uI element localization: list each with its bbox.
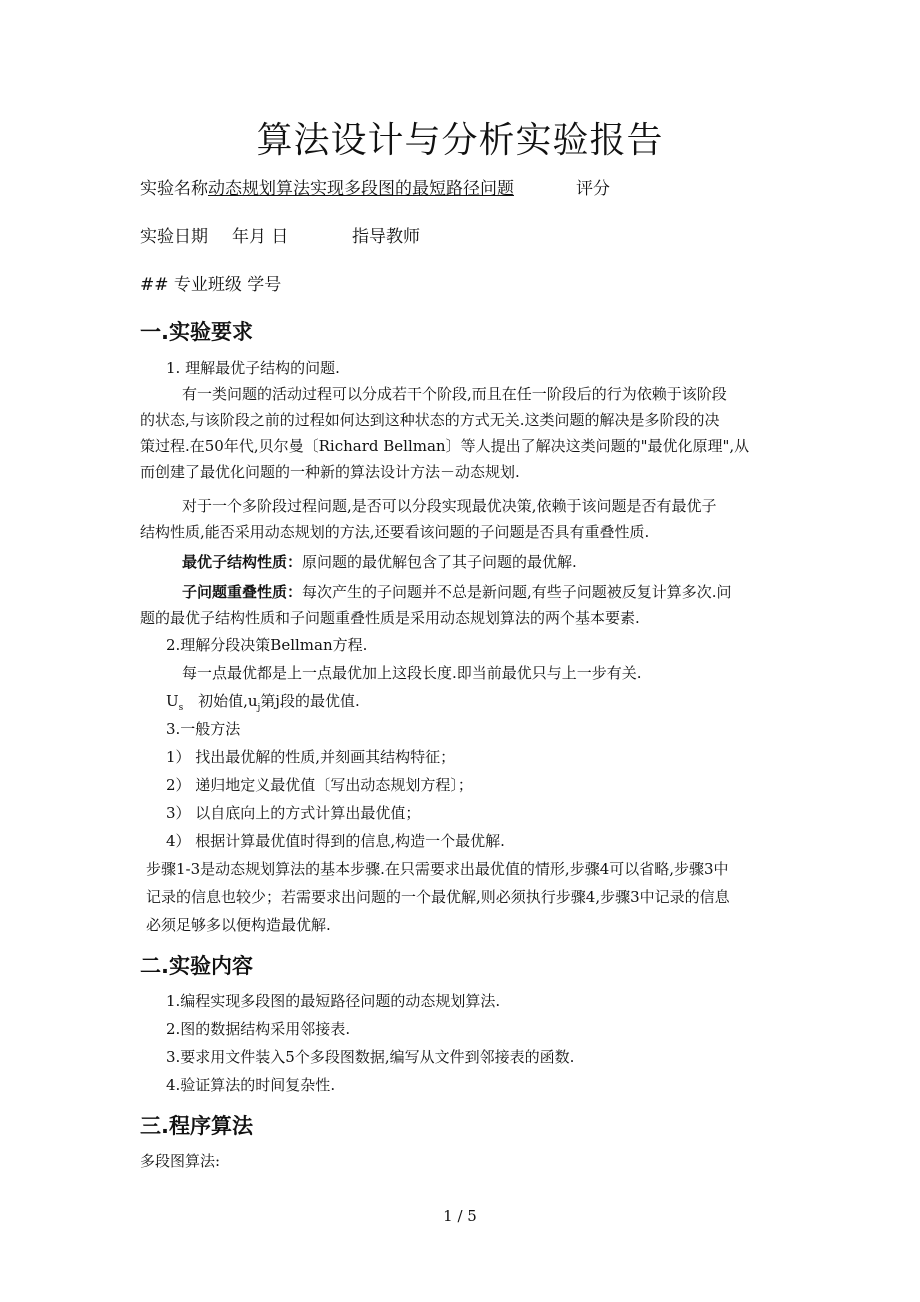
step-item: 3） 以自底向上的方式计算出最优值；: [166, 804, 421, 822]
document-title: 算法设计与分析实验报告: [256, 120, 664, 161]
date-label: 实验日期: [140, 227, 208, 247]
step-item: 1） 找出最优解的性质,并刻画其结构特征；: [166, 748, 456, 766]
steps-note-line-2: 记录的信息也较少；若需要求出问题的一个最优解,则必须执行步骤4,步骤3中记录的信息: [146, 888, 730, 906]
uj-text: 第j段的最优值.: [260, 692, 360, 710]
optimal-substructure-line: [182, 553, 577, 572]
experiment-name-label: 实验名称: [140, 179, 208, 199]
step-item: 4） 根据计算最优值时得到的信息,构造一个最优解.: [166, 832, 505, 850]
class-line: ## 专业班级 学号: [140, 275, 282, 295]
req-2-title: 2.理解分段决策Bellman方程.: [166, 636, 368, 654]
content-item: 3.要求用文件装入5个多段图数据,编写从文件到邻接表的函数.: [166, 1048, 575, 1066]
step-item: 2） 递归地定义最优值〔写出动态规划方程〕；: [166, 776, 473, 794]
req-1-line-3: 策过程.在50年代,贝尔曼〔Richard Bellman〕等人提出了解决这类问题的"最优化原理",从: [140, 437, 750, 455]
content-item: 2.图的数据结构采用邻接表.: [166, 1020, 351, 1038]
steps-note-line-1: 步骤1-3是动态规划算法的基本步骤.在只需要求出最优值的情形,步骤4可以省略,步骤3中: [146, 860, 729, 878]
content-item: 4.验证算法的时间复杂性.: [166, 1076, 336, 1094]
u-initial-text: 初始值,u: [198, 692, 258, 710]
score-label: 评分: [576, 179, 610, 199]
req-1-line-2: 的状态,与该阶段之前的过程如何达到这种状态的方式无关.这类问题的解决是多阶段的决: [140, 411, 720, 429]
section-heading-requirements: 一.实验要求: [140, 320, 253, 344]
req-1-para2-line-1: 对于一个多阶段过程问题,是否可以分段实现最优决策,依赖于该问题是否有最优子: [182, 497, 717, 515]
u-symbol: U: [166, 692, 179, 710]
overlap-text: 每次产生的子问题并不总是新问题,有些子问题被反复计算多次.问: [302, 583, 732, 601]
req-3-title: 3.一般方法: [166, 720, 241, 738]
steps-note-line-3: 必须足够多以便构造最优解.: [146, 916, 331, 934]
overlap-line-2: 题的最优子结构性质和子问题重叠性质是采用动态规划算法的两个基本要素.: [140, 609, 640, 627]
req-1-para2-line-2: 结构性质,能否采用动态规划的方法,还要看该问题的子问题是否具有重叠性质.: [140, 523, 650, 541]
experiment-name-row: [140, 174, 514, 199]
req-1-line-1: 有一类问题的活动过程可以分成若干个阶段,而且在任一阶段后的行为依赖于该阶段: [182, 385, 727, 403]
section-heading-content: 二.实验内容: [140, 954, 253, 978]
req-2-desc: 每一点最优都是上一点最优加上这段长度.即当前最优只与上一步有关.: [182, 664, 642, 682]
req-2-variables: [166, 692, 360, 718]
u-subscript: s: [178, 703, 184, 713]
req-1-line-4: 而创建了最优化问题的一种新的算法设计方法－动态规划.: [140, 463, 520, 481]
overlap-line: [182, 583, 732, 602]
overlap-label: 子问题重叠性质：: [182, 583, 303, 601]
content-item: 1.编程实现多段图的最短路径问题的动态规划算法.: [166, 992, 501, 1010]
section-heading-algorithm: 三.程序算法: [140, 1114, 253, 1138]
optimal-substructure-label: 最优子结构性质：: [182, 553, 303, 571]
page-number: 1 / 5: [443, 1207, 477, 1225]
teacher-label: 指导教师: [352, 227, 420, 247]
optimal-substructure-text: 原问题的最优解包含了其子问题的最优解.: [302, 553, 577, 571]
experiment-name-value: 动态规划算法实现多段图的最短路径问题: [208, 179, 514, 199]
algorithm-intro: 多段图算法:: [140, 1152, 221, 1170]
req-1-title: 1. 理解最优子结构的问题.: [166, 359, 340, 377]
uj-subscript: j: [257, 703, 261, 713]
date-fields: 年月 日: [232, 227, 289, 247]
